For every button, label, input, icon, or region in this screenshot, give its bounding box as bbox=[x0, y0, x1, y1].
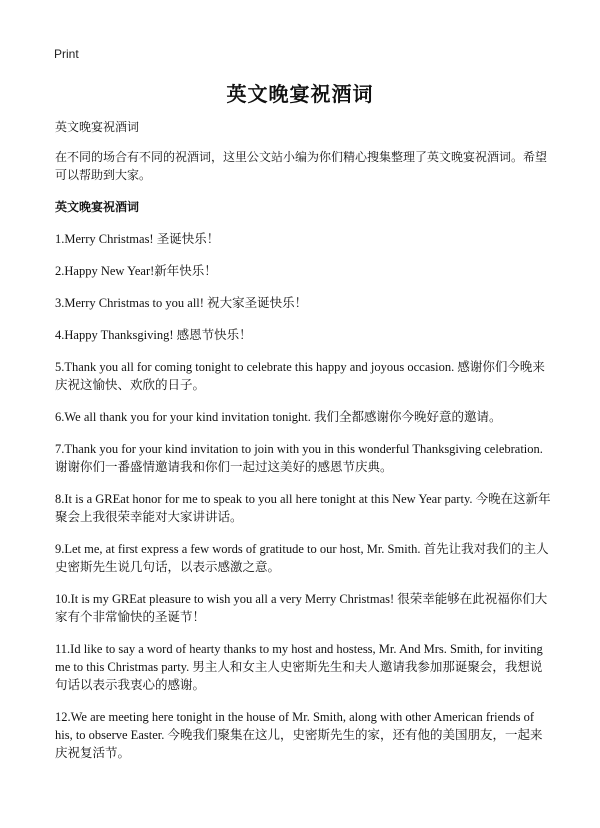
toast-item-11: 11.Id like to say a word of hearty thanks to my host and hostess, Mr. And Mrs. Smith, for inviting me to this Christmas party. 男主人和女主人史密斯先生和夫人邀请我参加那诞聚会，我想说句话以表示我衷心的感谢。 bbox=[55, 642, 543, 692]
page-title: 英文晚宴祝酒词 bbox=[226, 82, 374, 106]
toast-item-2: 2.Happy New Year!新年快乐！ bbox=[55, 264, 217, 278]
print-label: Print bbox=[54, 47, 79, 61]
toast-item-10: 10.It is my GREat pleasure to wish you all a very Merry Christmas! 很荣幸能够在此祝福你们大家有个非常愉快的圣诞节！ bbox=[55, 592, 548, 624]
section-heading: 英文晚宴祝酒词 bbox=[55, 200, 140, 214]
toast-item-1: 1.Merry Christmas! 圣诞快乐！ bbox=[55, 232, 220, 246]
article-subtitle: 英文晚宴祝酒词 bbox=[55, 120, 140, 134]
toast-item-12: 12.We are meeting here tonight in the house of Mr. Smith, along with other American friends of his, to observe Easter. 今晚我们聚集在这儿，史密斯先生的家，还有他的美国朋友，一起来庆祝复活节。 bbox=[55, 710, 543, 760]
article-intro: 在不同的场合有不同的祝酒词，这里公文站小编为你们精心搜集整理了英文晚宴祝酒词。希望可以帮助到大家。 bbox=[55, 150, 548, 182]
toast-item-9: 9.Let me, at first express a few words of gratitude to our host, Mr. Smith. 首先让我对我们的主人史密斯先生说几句话，以表示感激之意。 bbox=[55, 542, 549, 574]
toast-item-6: 6.We all thank you for your kind invitation tonight. 我们全都感谢你今晚好意的邀请。 bbox=[55, 410, 502, 424]
toast-item-4: 4.Happy Thanksgiving! 感恩节快乐！ bbox=[55, 328, 252, 342]
toast-item-3: 3.Merry Christmas to you all! 祝大家圣诞快乐！ bbox=[55, 296, 308, 310]
toast-item-8: 8.It is a GREat honor for me to speak to you all here tonight at this New Year party. 今晚在这新年聚会上我很荣幸能对大家讲讲话。 bbox=[55, 492, 551, 524]
toast-item-7: 7.Thank you for your kind invitation to join with you in this wonderful Thanksgiving celebration. 谢谢你们一番盛情邀请我和你们一起过这美好的感恩节庆典。 bbox=[55, 442, 543, 474]
article-body bbox=[55, 118, 553, 776]
toast-item-5: 5.Thank you all for coming tonight to celebrate this happy and joyous occasion. 感谢你们今晚来庆祝这愉快、欢欣的日子。 bbox=[55, 360, 545, 392]
